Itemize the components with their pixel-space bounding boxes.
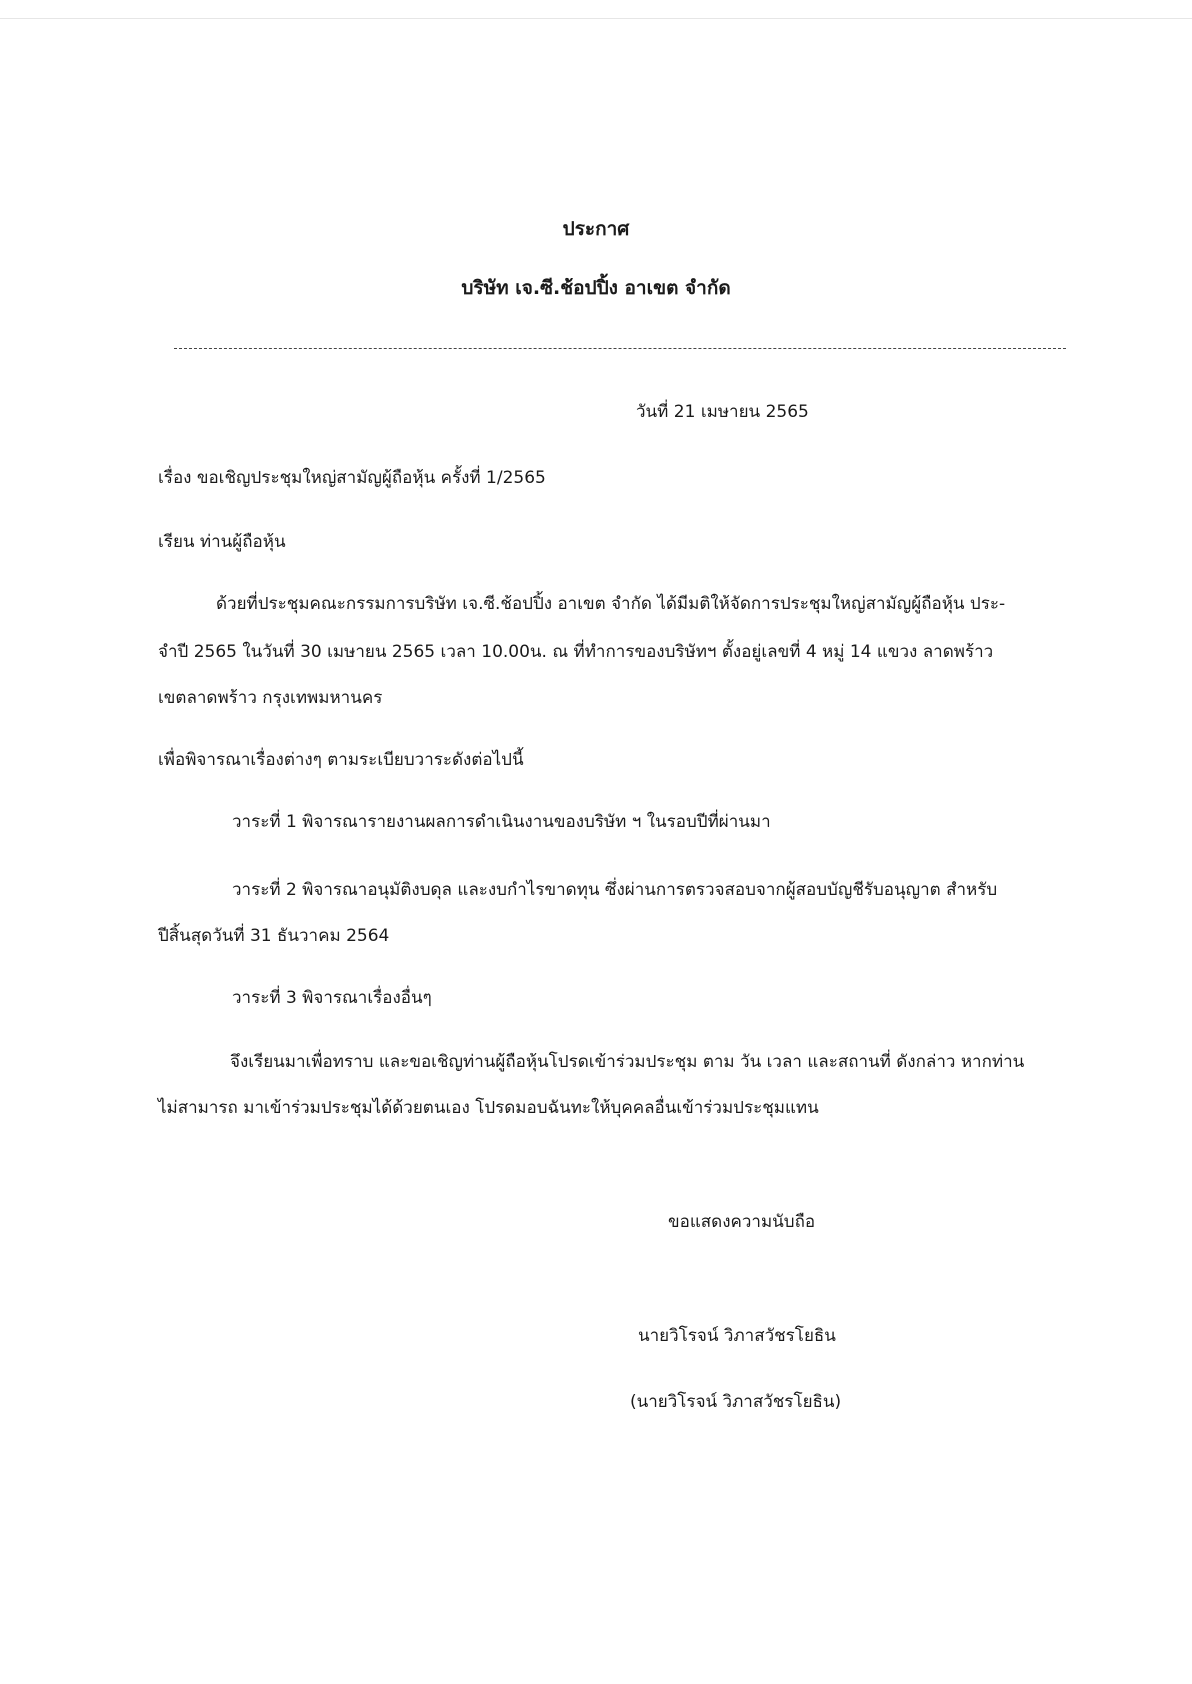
- announcement-title: ประกาศ: [562, 218, 630, 240]
- letter-subject: เรื่อง ขอเชิญประชุมใหญ่สามัญผู้ถือหุ้น ครั้งที่ 1/2565: [158, 468, 546, 488]
- dashed-divider: [174, 348, 1066, 349]
- agenda-item-3: วาระที่ 3 พิจารณาเรื่องอื่นๆ: [232, 988, 432, 1008]
- scan-top-edge: [0, 0, 1192, 19]
- agenda-item-2-line-2: ปีสิ้นสุดวันที่ 31 ธันวาคม 2564: [158, 926, 390, 946]
- agenda-intro: เพื่อพิจารณาเรื่องต่างๆ ตามระเบียบวาระดังต่อไปนี้: [158, 750, 524, 770]
- closing-salutation: ขอแสดงความนับถือ: [668, 1212, 816, 1232]
- body-paragraph-1-line-2: จำปี 2565 ในวันที่ 30 เมษายน 2565 เวลา 10.00น. ณ ที่ทำการของบริษัทฯ ตั้งอยู่เลขที่ 4 หมู่ 14 แขวง ลาดพร้าว: [158, 642, 994, 662]
- letter-recipient: เรียน ท่านผู้ถือหุ้น: [158, 532, 286, 552]
- body-paragraph-1-line-1: ด้วยที่ประชุมคณะกรรมการบริษัท เจ.ซี.ช้อปปิ้ง อาเขต จำกัด ได้มีมติให้จัดการประชุมใหญ่สามัญผู้ถือหุ้น ประ-: [216, 594, 1006, 614]
- company-name: บริษัท เจ.ซี.ช้อปปิ้ง อาเขต จำกัด: [461, 277, 731, 299]
- body-paragraph-2-line-2: ไม่สามารถ มาเข้าร่วมประชุมได้ด้วยตนเอง โปรดมอบฉันทะให้บุคคลอื่นเข้าร่วมประชุมแทน: [158, 1098, 819, 1118]
- body-paragraph-1-line-3: เขตลาดพร้าว กรุงเทพมหานคร: [158, 688, 383, 708]
- letter-date: วันที่ 21 เมษายน 2565: [636, 402, 809, 422]
- agenda-item-2-line-1: วาระที่ 2 พิจารณาอนุมัติงบดุล และงบกำไรขาดทุน ซึ่งผ่านการตรวจสอบจากผู้สอบบัญชีรับอนุญาต สำหรับ: [232, 880, 998, 900]
- agenda-item-1: วาระที่ 1 พิจารณารายงานผลการดำเนินงานของบริษัท ฯ ในรอบปีที่ผ่านมา: [232, 812, 771, 832]
- body-paragraph-2-line-1: จึงเรียนมาเพื่อทราบ และขอเชิญท่านผู้ถือหุ้นโปรดเข้าร่วมประชุม ตาม วัน เวลา และสถานที่ ดังกล่าว หากท่าน: [230, 1052, 1025, 1072]
- signer-name: (นายวิโรจน์ วิภาสวัชรโยธิน): [630, 1392, 842, 1412]
- signature: นายวิโรจน์ วิภาสวัชรโยธิน: [638, 1326, 836, 1346]
